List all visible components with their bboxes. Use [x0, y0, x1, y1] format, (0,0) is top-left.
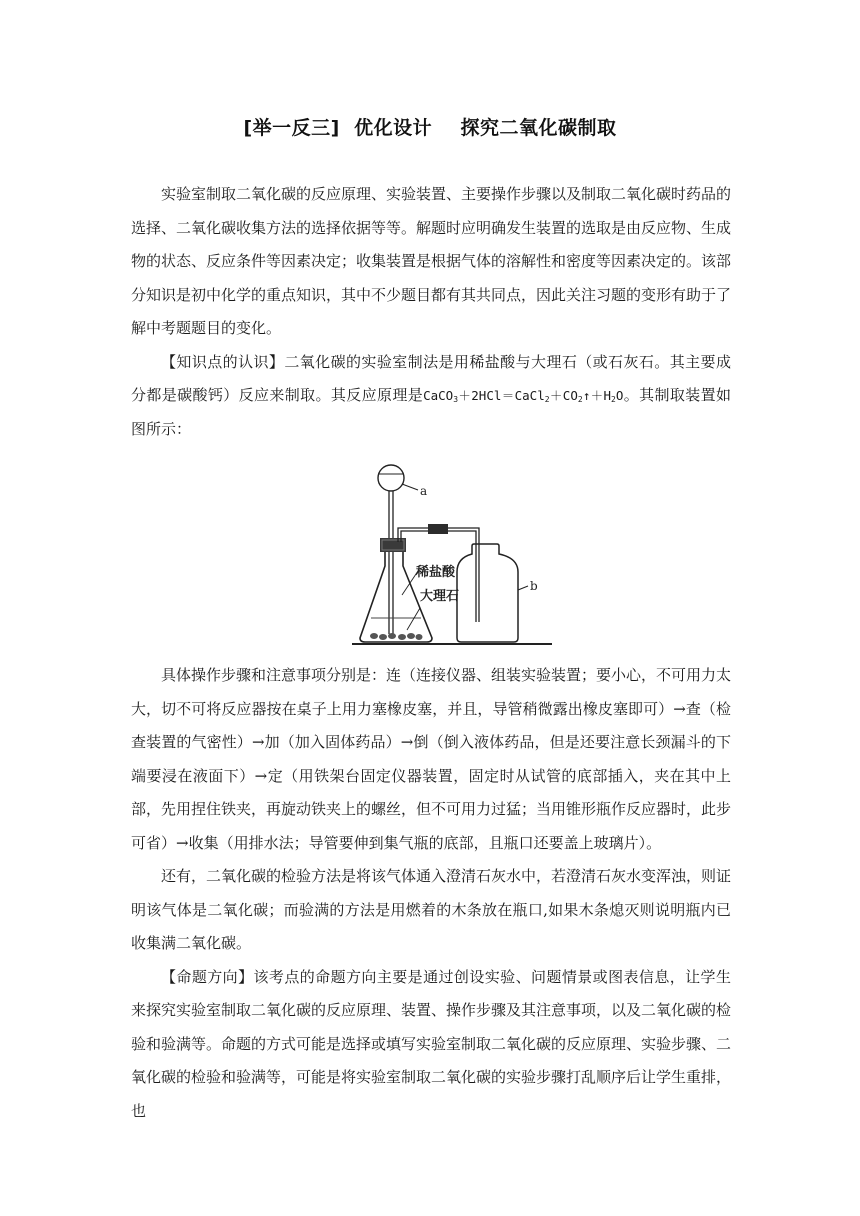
funnel-bulb [378, 465, 404, 491]
knowledge-text: 二氧化碳的实验室制法是用稀盐酸与大理石（或石灰石。其主要成分都是碳酸钙）反应来制取。其反应原理是 [131, 352, 731, 404]
direction-paragraph [131, 961, 731, 1129]
steps-paragraph: 具体操作步骤和注意事项分别是：连（连接仪器、组装实验装置；要小心，不可用力太大，切不可将反应器按在桌子上用力塞橡皮塞，并且，导管稍微露出橡皮塞即可）→查（检查装置的气密性）→加（加入固体药品）→倒（倒入液体药品，但是还要注意长颈漏斗的下端要浸在液面下）→定（用铁架台固定仪器装置，固定时从试管的底部插入，夹在其中上部，先用捏住铁夹，再旋动铁夹上的螺丝，但不可用力过猛；当用锥形瓶作反应器时，此步可省）→收集（用排水法；导管要伸到集气瓶的底部，且瓶口还要盖上玻璃片）。 [131, 666, 732, 852]
knowledge-text-end: 。其制取装置如图所示： [131, 386, 731, 438]
rubber-connector [428, 524, 448, 534]
co2-apparatus-figure [352, 462, 552, 648]
marble-pieces [370, 633, 423, 640]
intro-paragraph: 实验室制取二氧化碳的反应原理、实验装置、主要操作步骤以及制取二氧化碳时药品的选择、二氧化碳收集方法的选择依据等等。解题时应明确发生装置的选取是由反应物、生成物的状态、反应条件等因素决定；收集装置是根据气体的溶解性和密度等因素决定的。该部分知识是初中化学的重点知识，其中不少题目都有其共同点，因此关注习题的变形有助于了解中考题题目的变化。 [131, 185, 732, 337]
gas-collecting-jar [457, 544, 518, 642]
check-paragraph: 还有，二氧化碳的检验方法是将该气体通入澄清石灰水中，若澄清石灰水变浑浊，则证明该气体是二氧化碳；而验满的方法是用燃着的木条放在瓶口,如果木条熄灭则说明瓶内已收集满二氧化碳。 [131, 867, 732, 952]
knowledge-heading: 【知识点的认识】 [161, 352, 285, 371]
label-a: a [420, 484, 428, 498]
equation: $CaCO_3+2HCl=CaCl_2+CO_2↑+H_2O$ [423, 388, 624, 404]
intro-section [131, 178, 731, 446]
label-b: b [530, 579, 538, 593]
direction-text: 该考点的命题方向主要是通过创设实验、问题情景或图表信息，让学生来探究实验室制取二氧化碳的反应原理、装置、操作步骤及其注意事项，以及二氧化碳的检验和验满等。命题的方式可能是选择或填写实验室制取二氧化碳的反应原理、实验步骤、二氧化碳的检验和验满等，可能是将实验室制取二氧化碳的实验步骤打乱顺序后让学生重排，也 [131, 967, 732, 1120]
steps-section [131, 659, 731, 1128]
direction-heading: 【命题方向】 [161, 967, 254, 986]
knowledge-paragraph [131, 346, 731, 447]
label-acid: 稀盐酸 [416, 565, 456, 580]
page-title: [举一反三] 优化设计 探究二氧化碳制取 [243, 117, 617, 139]
label-marble: 大理石 [420, 589, 460, 604]
